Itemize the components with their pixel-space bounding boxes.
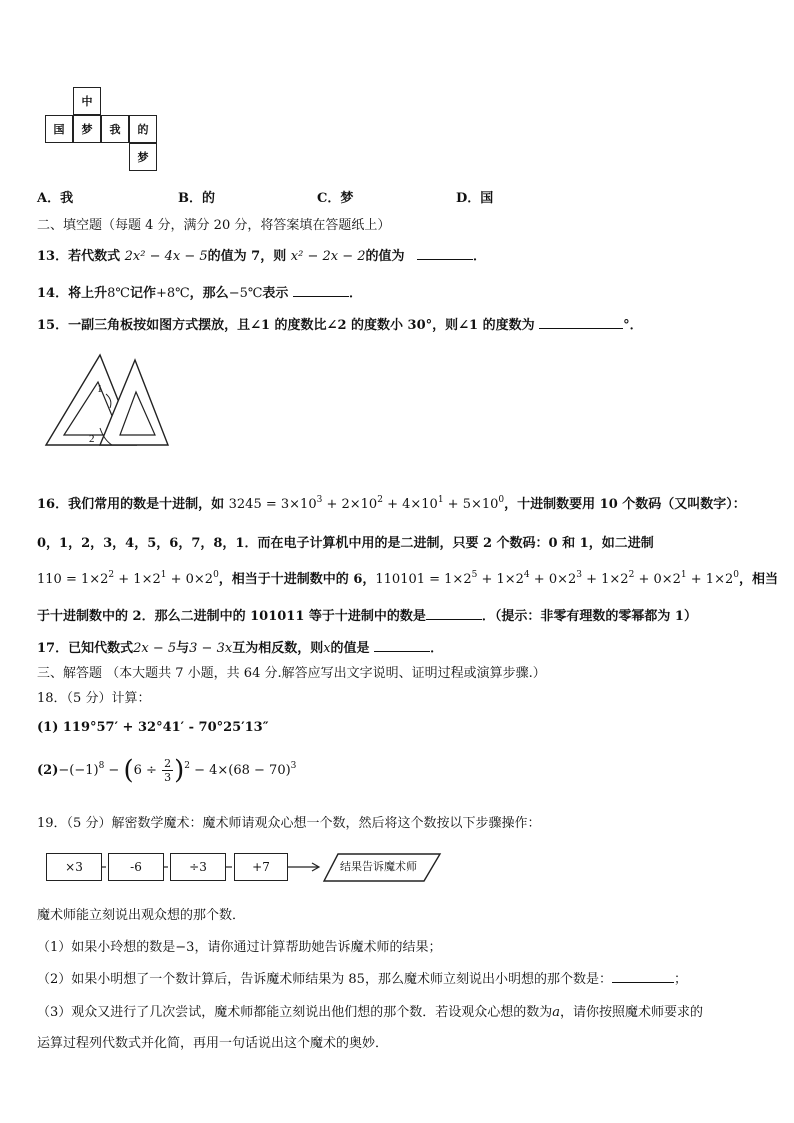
option-b[interactable]: B．的 (178, 191, 216, 206)
question-19-part-1: （1）如果小玲想的数是−3，请你通过计算帮助她告诉魔术师的结果； (37, 940, 442, 955)
question-16-line-4: 于十进制数中的 2．那么二进制中的 101011 等于十进制中的数是 ．（提示：非零有理数的零幂都为 1） (37, 609, 697, 624)
answer-blank[interactable] (426, 607, 482, 620)
angle-2-label: 2 (89, 433, 95, 445)
step-box: -6 (108, 853, 164, 881)
section-2-heading: 二、填空题（每题 4 分，满分 20 分，将答案填在答题纸上） (37, 218, 391, 233)
answer-blank[interactable] (539, 316, 623, 329)
question-19-heading: 19．（5 分）解密数学魔术：魔术师请观众心想一个数，然后将这个数按以下步骤操作： (37, 816, 541, 831)
answer-blank[interactable] (417, 247, 473, 260)
cube-cell: 中 (73, 87, 101, 115)
cube-cell: 我 (101, 115, 129, 143)
question-19-intro: 魔术师能立刻说出观众想的那个数． (37, 908, 246, 923)
cube-cell: 国 (45, 115, 73, 143)
question-14: 14．将上升8℃记作+8℃，那么−5℃表示 ． (37, 286, 362, 301)
question-16-line-2: 0，1，2，3，4，5，6，7，8，1．而在电子计算机中用的是二进制，只要 2 个数码：0 和 1，如二进制 (37, 536, 654, 551)
cube-cell: 的 (129, 115, 157, 143)
question-13: 13．若代数式 2x² − 4x − 5的值为 7，则 x² − 2x − 2的值为 ． (37, 249, 487, 264)
question-16-line-3: $110 = 1\times 2^2 + 1\times 2^1 + 0\times 2^0$，相当于十进制数中的 6，$110101 = 1\times 2^5 + 1\times 2^4 + 0\times 2^3 + 1\times 2^2 + 0\times 2^1 + 1\times 2^0$，相当 (37, 570, 778, 587)
step-box: +7 (234, 853, 288, 881)
question-17: 17．已知代数式2x − 5与3 − 3x互为相反数，则x的值是 ． (37, 641, 444, 656)
section-3-heading: 三、解答题 （本大题共 7 小题，共 64 分.解答应写出文字说明、证明过程或演算步骤.） (37, 666, 546, 681)
step-box: ÷3 (170, 853, 226, 881)
answer-blank[interactable] (374, 639, 430, 652)
question-18-heading: 18．（5 分）计算： (37, 691, 151, 706)
question-19-part-3: （3）观众又进行了几次尝试，魔术师都能立刻说出他们想的那个数．若设观众心想的数为a，请你按照魔术师要求的 (37, 1005, 704, 1020)
question-15: 15．一副三角板按如图方式摆放，且∠1 的度数比∠2 的度数小 30°，则∠1 的度数为 °． (37, 318, 643, 333)
result-parallelogram-label: 结果告诉魔术师 (340, 860, 417, 873)
answer-blank[interactable] (293, 284, 349, 297)
question-18-part-2: $(2)-(-1)^8 - (6$ ÷ $\frac{2}{3}$ )$^2 - 4\times(68 - 70)^3$ (37, 755, 297, 786)
option-a[interactable]: A．我 (37, 191, 74, 206)
cube-cell: 梦 (129, 143, 157, 171)
triangle-rulers-figure (40, 350, 170, 452)
angle-1-label: 1 (97, 383, 103, 395)
question-19-part-3-cont: 运算过程列代数式并化简，再用一句话说出这个魔术的奥妙． (37, 1036, 389, 1051)
cube-cell: 梦 (73, 115, 101, 143)
question-16-line-1: 16．我们常用的数是十进制，如 $3245 = 3\times 10^3 + 2\times 10^2 + 4\times 10^1 + 5\times 10^0$，十进制数要用 10 个数码（又叫数字）： (37, 495, 746, 512)
question-19-part-2: （2）如果小明想了一个数计算后，告诉魔术师结果为 85，那么魔术师立刻说出小明想的那个数是： ； (37, 972, 687, 987)
option-d[interactable]: D．国 (456, 191, 494, 206)
option-c[interactable]: C．梦 (317, 191, 354, 206)
step-box: ×3 (46, 853, 102, 881)
answer-blank[interactable] (612, 970, 674, 983)
question-18-part-1: (1) 119°57′ + 32°41′ - 70°25′13″ (37, 720, 269, 735)
